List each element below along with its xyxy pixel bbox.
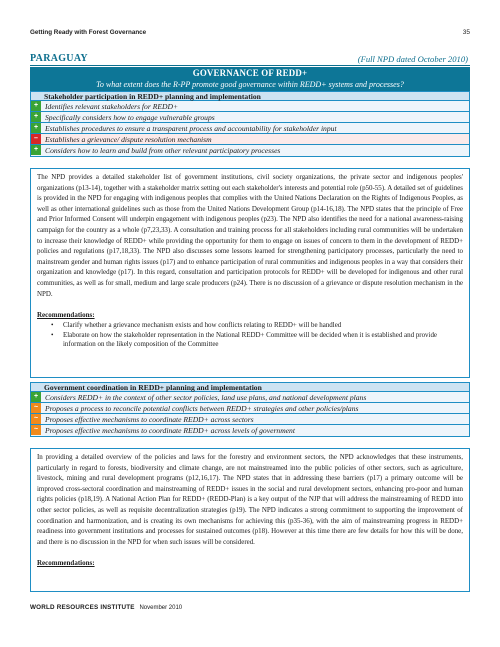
country-name: PARAGUAY	[30, 53, 88, 64]
government-coordination-table	[30, 382, 470, 437]
page-footer	[30, 604, 182, 611]
criterion-text: Proposes effective mechanisms to coordinate REDD+ across levels of government	[45, 426, 295, 435]
status-badge: –	[31, 134, 41, 144]
running-title: Getting Ready with Forest Governance	[30, 29, 147, 36]
stakeholder-table	[30, 91, 470, 157]
coordination-assessment	[30, 448, 470, 592]
status-badge: +	[31, 145, 41, 155]
criterion-text: Considers REDD+ in the context of other sector policies, land use plans, and national development plans	[45, 393, 367, 402]
banner-question: To what extent does the R-PP promote good governance within REDD+ systems and processes?	[96, 80, 404, 89]
criterion-text: Establishes procedures to ensure a transparent process and accountability for stakeholder input	[45, 124, 337, 133]
governance-banner	[30, 67, 470, 91]
table-row	[31, 403, 469, 414]
criterion-text: Proposes a process to reconcile potential conflicts between REDD+ strategies and other policies/plans	[45, 404, 359, 413]
assessment-paragraph: In providing a detailed overview of the policies and laws for the forestry and environment sectors, the NPD acknowledges that these instruments, particularly in regard to forests, biodiversity and climate change, are not mainstreamed into the public policies of other sectors, such as agriculture, livestock, mining and rural development programs (p12,16,17). The NPD states that in addressing these barriers (p17) a primary outcome will be improved cross-sectoral coordination and mainstreaming of REDD+ issues in the social and rural development sectors, enhancing pro-poor and human rights policies (p18,19). A National Action Plan for REDD+ (REDD-Plan) is a key output of the NJP that will address the mainstreaming of REDD into other sector policies, as well as requisite decentralization strategies (p19). The NPD indicates a strong commitment to supporting the improvement of coordination and harmonization, and is creating its own mechanisms for achieving this (p35-36), with the aim of mainstreaming progress in REDD+ readiness into government institutions and processes for sustained outcomes (p18). However at this time there are few details for how this will be done, and there is no discussion in the NPD for when such issues will be considered.	[37, 453, 463, 546]
table-row	[31, 101, 469, 112]
criterion-text: Specifically considers how to engage vulnerable groups	[45, 113, 215, 122]
table-row	[31, 112, 469, 123]
status-badge: +	[31, 123, 41, 133]
table-row	[31, 414, 469, 425]
npd-date-note: (Full NPD dated October 2010)	[357, 54, 468, 64]
page-number: 35	[462, 29, 470, 36]
criterion-text: Considers how to learn and build from other relevant participatory processes	[45, 146, 281, 155]
banner-title: GOVERNANCE OF REDD+	[192, 68, 308, 78]
footer-date: November 2010	[139, 605, 183, 611]
criterion-text: Proposes effective mechanisms to coordinate REDD+ across sectors	[45, 415, 254, 424]
status-badge: +	[31, 112, 41, 122]
table-row	[31, 134, 469, 145]
recommendations-heading: Recommendations:	[37, 311, 95, 320]
list-item: • Clarify whether a grievance mechanism exists and how conflicts relating to REDD+ will be handled	[51, 321, 463, 331]
recommendations-heading: Recommendations:	[37, 559, 95, 568]
table-row	[31, 145, 469, 156]
status-badge: +	[31, 101, 41, 111]
footer-organization: WORLD RESOURCES INSTITUTE	[30, 604, 135, 611]
table-row	[31, 123, 469, 134]
criterion-text: Establishes a grievance/ dispute resolution mechanism	[45, 135, 212, 144]
assessment-paragraph: The NPD provides a detailed stakeholder list of government institutions, civil society organizations, the private sector and indigenous peoples' organizations (p13-14), together with a stakeholder matrix setting out each stakeholder's interests and potential role (p50-55). A detailed set of guidelines is provided in the NPD for engaging with indigenous peoples that complies with the United Nations Declaration on the Rights of Indigenous Peoples, as well as other international guidelines such as those from the United Nations Development Group (p14-16,18). The NPD states that the principle of Free and Prior Informed Consent will underpin engagement with indigenous peoples (p23). The NPD also identifies the need for a national awareness-raising campaign for the country as a whole (p7,23,33). A consultation and training process for all stakeholders including rural communities will be undertaken to increase their knowledge of REDD+ while providing the opportunity for them to engage on issues of concern to them in the development of REDD+ policies and regulations (p17,18,33). The NPD also discusses some lessons learned for strengthening participatory processes, particularly the need to mainstream gender and human rights issues (p17) and to enhance participation of rural communities and indigenous peoples in a way that considers their organization and knowledge (p17). In this regard, consultation and participation protocols for REDD+ will be developed for indigenous and other rural communities, as well as for small, medium and large scale producers (p24). There is no discussion of a grievance or dispute resolution mechanism in the NPD.	[37, 173, 463, 298]
running-header	[30, 29, 470, 41]
table-row	[31, 392, 469, 403]
criterion-text: Identifies relevant stakeholders for REDD+	[45, 102, 179, 111]
status-badge: ~	[31, 425, 41, 435]
coordination-table-heading: Government coordination in REDD+ planning and implementation	[31, 382, 469, 392]
country-bar	[30, 52, 470, 66]
table-row	[31, 425, 469, 436]
recommendations-list	[51, 321, 463, 350]
status-badge: ~	[31, 403, 41, 413]
status-badge: ~	[31, 414, 41, 424]
list-item: • Elaborate on how the stakeholder representation in the National REDD+ Committee will be decided when it is established and provide information on the likely composition of the Committee	[51, 331, 463, 350]
status-badge: +	[31, 392, 41, 402]
stakeholder-table-heading: Stakeholder participation in REDD+ planning and implementation	[31, 91, 469, 101]
stakeholder-assessment	[30, 168, 470, 378]
